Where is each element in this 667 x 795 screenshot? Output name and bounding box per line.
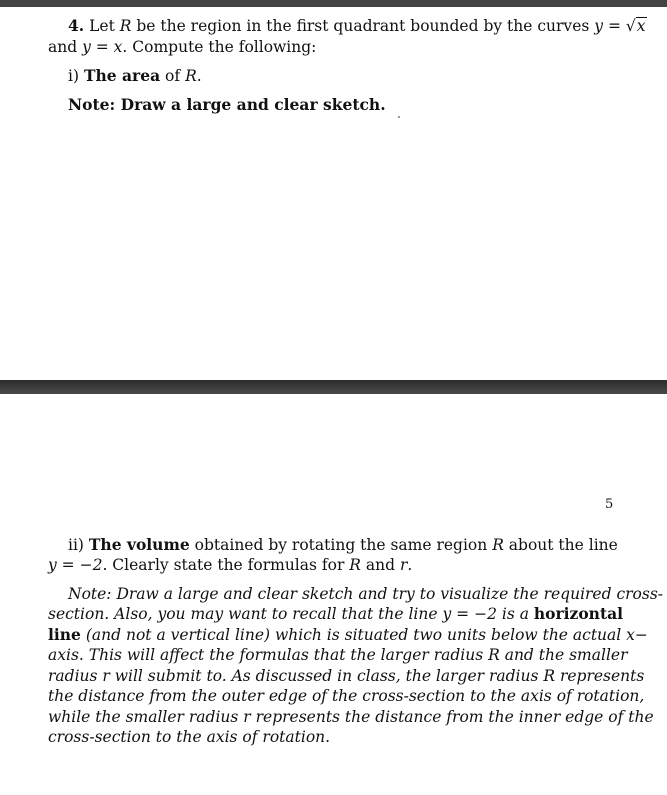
text: be the region in the first quadrant bounded by the curves (131, 17, 595, 35)
math-curve: y = x (82, 38, 123, 56)
text: of (160, 67, 186, 85)
note-ii-line-6: the distance from the outer edge of the cross-section to the axis of rotation, (48, 687, 645, 705)
page-lower (0, 394, 667, 795)
region-symbol: R (119, 17, 132, 35)
math-var: x (626, 626, 635, 644)
part-ii-line-2 (48, 555, 412, 575)
page-number: 5 (605, 497, 614, 512)
text: . (196, 67, 202, 85)
text: section. Also, you may want to recall that the line (48, 605, 443, 623)
math-line: y = −2 (48, 556, 103, 574)
bold-term: horizontal (533, 604, 624, 623)
note-ii-line-3 (48, 625, 648, 645)
part-i (68, 66, 202, 86)
math-var: R (349, 556, 361, 574)
text: obtained by rotating the same region (189, 536, 493, 554)
problem-line-2 (48, 37, 316, 57)
note-ii-line-4: axis. This will affect the formulas that the larger radius R and the smaller (48, 646, 628, 664)
text: . Clearly state the formulas for (102, 556, 350, 574)
page-separator-top (0, 0, 667, 7)
part-ii-line-1 (68, 535, 618, 555)
note-ii-line-5: radius r will submit to. As discussed in class, the larger radius R represents (48, 667, 645, 685)
text: and (360, 556, 400, 574)
page-upper (0, 7, 667, 380)
note-ii-line-1: Note: Draw a large and clear sketch and try to visualize the required cross- (68, 585, 664, 603)
page-separator (0, 380, 667, 394)
text: and (48, 38, 83, 56)
math-var: r (399, 556, 408, 574)
text: − (634, 626, 648, 644)
text: about the line (503, 536, 618, 554)
note-ii-line-2 (48, 604, 623, 624)
part-bold: The area (83, 66, 161, 85)
speck (398, 116, 400, 118)
sqrt-expression: √x (625, 17, 646, 35)
problem-number: 4. (68, 16, 85, 35)
problem-line-1 (68, 16, 647, 36)
note-ii-line-8: cross-section to the axis of rotation. (48, 728, 331, 746)
part-label: ii) (68, 536, 89, 554)
text: Let (89, 17, 120, 35)
note-ii-line-7: while the smaller radius r represents the distance from the inner edge of the (48, 708, 654, 726)
math-var: y (594, 17, 604, 35)
part-label: i) (68, 67, 84, 85)
math-line: y = −2 (442, 605, 497, 623)
bold-term: line (48, 625, 81, 644)
region-symbol: R (492, 536, 504, 554)
text: . Compute the following: (122, 38, 317, 56)
part-bold: The volume (88, 535, 190, 554)
region-symbol: R (185, 67, 197, 85)
text: = (603, 17, 626, 35)
text: . (407, 556, 413, 574)
text: (and not a vertical line) which is situated two units below the actual (80, 626, 627, 644)
sqrt-argument: x (636, 17, 646, 35)
note-part-i (68, 95, 386, 115)
note-text: Note: Draw a large and clear sketch. (68, 95, 386, 114)
text: is a (496, 605, 534, 623)
